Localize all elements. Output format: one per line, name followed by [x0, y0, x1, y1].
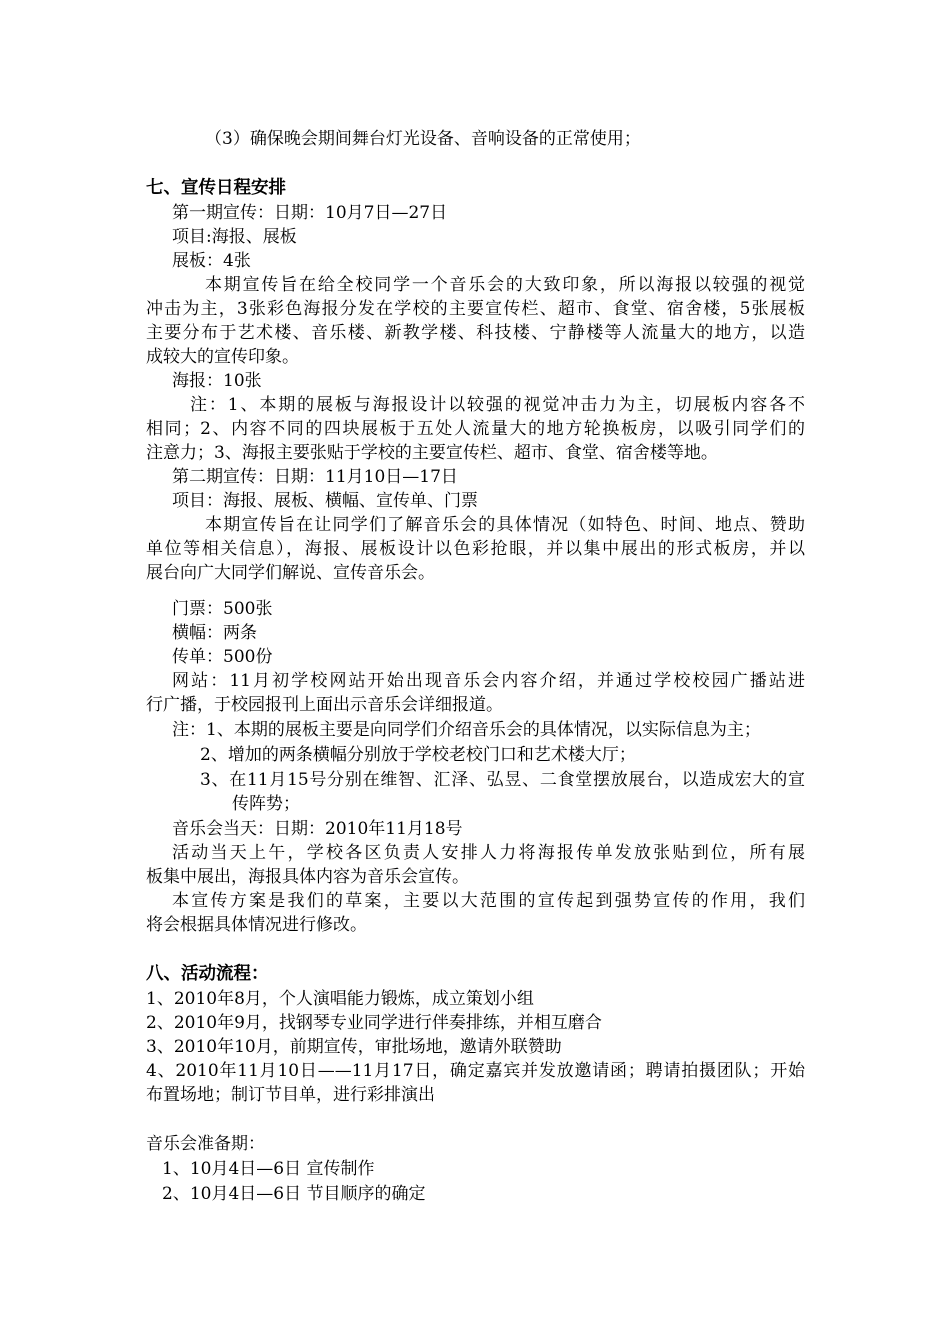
prep-item: 2、10月4日—6日 节目顺序的确定 — [162, 1184, 426, 1204]
flow-item-4-line: 布置场地；制订节目单，进行彩排演出 — [146, 1085, 435, 1105]
phase2-project: 项目：海报、展板、横幅、宣传单、门票 — [172, 491, 478, 511]
flow-item: 3、2010年10月，前期宣传，审批场地，邀请外联赞助 — [146, 1037, 562, 1057]
phase1-poster-count: 海报：10张 — [172, 371, 262, 391]
section-8-heading: 八、活动流程： — [146, 964, 269, 984]
flow-item-4-line: 4、2010年11月10日——11月17日，确定嘉宾并发放邀请函；聘请拍摄团队；开始 — [146, 1061, 805, 1081]
phase2-note-2: 2、增加的两条横幅分别放于学校老校门口和艺术楼大厅； — [200, 745, 636, 765]
phase1-title: 第一期宣传：日期：10月7日—27日 — [172, 203, 448, 223]
phase1-note-line: 相同；2、内容不同的四块展板于五处人流量大的地方轮换板房，以吸引同学们的 — [146, 419, 805, 439]
concert-day-title: 音乐会当天：日期：2010年11月18号 — [172, 819, 463, 839]
phase2-website-line: 行广播，于校园报刊上面出示音乐会详细报道。 — [146, 695, 503, 715]
flow-item: 2、2010年9月，找钢琴专业同学进行伴奏排练，并相互磨合 — [146, 1013, 602, 1033]
concert-day-desc-line: 活动当天上午，学校各区负责人安排人力将海报传单发放张贴到位，所有展 — [172, 843, 805, 863]
prep-period-title: 音乐会准备期： — [146, 1134, 265, 1154]
prep-item: 1、10月4日—6日 宣传制作 — [162, 1159, 375, 1179]
closing-line: 本宣传方案是我们的草案，主要以大范围的宣传起到强势宣传的作用，我们 — [172, 891, 805, 911]
phase1-desc-line: 冲击为主，3张彩色海报分发在学校的主要宣传栏、超市、食堂、宿舍楼，5张展板 — [146, 299, 805, 319]
concert-day-desc-line: 板集中展出，海报具体内容为音乐会宣传。 — [146, 867, 469, 887]
phase1-note-line: 注意力；3、海报主要张贴于学校的主要宣传栏、超市、食堂、宿舍楼等地。 — [146, 443, 718, 463]
phase2-desc-line: 单位等相关信息），海报、展板设计以色彩抢眼，并以集中展出的形式板房，并以 — [146, 539, 805, 559]
phase2-title: 第二期宣传：日期：11月10日—17日 — [172, 467, 458, 487]
stage-equipment-item: （3）确保晚会期间舞台灯光设备、音响设备的正常使用； — [205, 129, 641, 149]
phase1-desc-line: 主要分布于艺术楼、音乐楼、新教学楼、科技楼、宁静楼等人流量大的地方，以造 — [146, 323, 805, 343]
phase2-desc-line: 本期宣传旨在让同学们了解音乐会的具体情况（如特色、时间、地点、赞助 — [205, 515, 805, 535]
phase2-note-1: 注：1、本期的展板主要是向同学们介绍音乐会的具体情况，以实际信息为主； — [172, 720, 761, 740]
closing-line: 将会根据具体情况进行修改。 — [146, 915, 367, 935]
section-7-heading: 七、宣传日程安排 — [146, 178, 286, 198]
phase1-note-line: 注：1、本期的展板与海报设计以较强的视觉冲击力为主，切展板内容各不 — [190, 395, 805, 415]
phase1-project: 项目:海报、展板 — [172, 227, 297, 247]
flow-item: 1、2010年8月，个人演唱能力锻炼，成立策划小组 — [146, 989, 534, 1009]
phase2-desc-line: 展台向广大同学们解说、宣传音乐会。 — [146, 563, 435, 583]
phase1-board-count: 展板：4张 — [172, 251, 251, 271]
phase2-flyers: 传单：500份 — [172, 647, 273, 667]
phase2-note-3-line: 3、在11月15号分别在维智、汇泽、弘昱、二食堂摆放展台，以造成宏大的宣 — [200, 770, 805, 790]
phase2-website-line: 网站：11月初学校网站开始出现音乐会内容介绍，并通过学校校园广播站进 — [172, 671, 805, 691]
phase2-banners: 横幅：两条 — [172, 623, 257, 643]
phase2-tickets: 门票：500张 — [172, 599, 273, 619]
phase1-desc-line: 本期宣传旨在给全校同学一个音乐会的大致印象，所以海报以较强的视觉 — [205, 275, 805, 295]
phase1-desc-line: 成较大的宣传印象。 — [146, 347, 299, 367]
phase2-note-3-line: 传阵势； — [232, 794, 300, 814]
